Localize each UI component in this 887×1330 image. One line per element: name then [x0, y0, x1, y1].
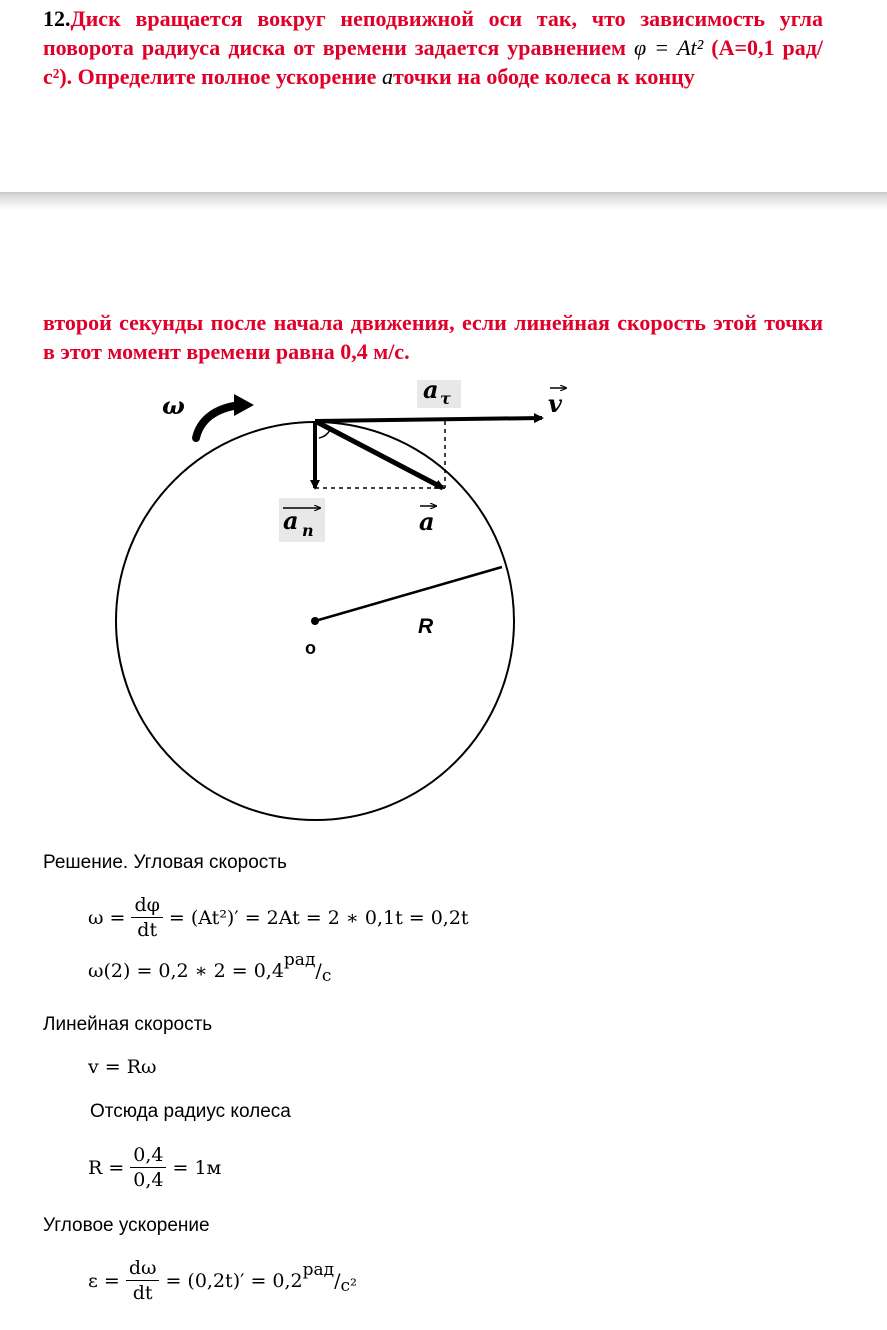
- eq2-unit-denominator: с: [321, 966, 332, 986]
- equation-linear-velocity: [88, 1056, 157, 1078]
- eq5-unit-denominator: с²: [340, 1275, 357, 1296]
- eq2-unit-numerator: рад: [283, 950, 316, 970]
- eq4-numerator: 0,4: [130, 1143, 166, 1168]
- eq1-lhs: ω =: [88, 906, 126, 929]
- solution-heading: Решение. Угловая скорость: [43, 852, 287, 873]
- radius-line: [315, 567, 502, 621]
- omega-label: ω: [162, 391, 185, 420]
- a-tau-subscript: τ: [440, 389, 451, 408]
- angular-acceleration-heading: Угловое ускорение: [43, 1215, 210, 1236]
- problem-text-2: точки на ободе колеса к концу: [392, 64, 695, 89]
- equation-angular-velocity: [88, 893, 469, 942]
- equation-radius: [88, 1143, 221, 1192]
- center-label: o: [305, 638, 316, 658]
- v-label: v: [548, 389, 562, 418]
- a-n-subscript: n: [302, 521, 314, 540]
- eq5-rhs: = (0,2t)′ = 0,2: [165, 1269, 303, 1292]
- equation-omega-at-2: [88, 950, 332, 986]
- velocity-vector: [315, 418, 542, 421]
- disk-diagram: [0, 380, 887, 840]
- eq4-rhs: = 1м: [172, 1156, 222, 1179]
- eq2-text: ω(2) = 0,2 ∗ 2 = 0,4: [88, 960, 284, 982]
- eq4-fraction: [130, 1143, 166, 1192]
- acceleration-symbol: a: [381, 64, 393, 89]
- eq4-lhs: R =: [88, 1156, 125, 1179]
- angle-arc: [319, 430, 330, 438]
- eq4-denominator: 0,4: [133, 1169, 164, 1191]
- problem-statement-part-1: [43, 4, 823, 91]
- eq1-denominator: dt: [137, 919, 158, 941]
- eq3-text: v = Rω: [88, 1056, 157, 1078]
- a-label: a: [419, 507, 435, 536]
- eq5-fraction: [126, 1256, 160, 1305]
- eq1-numerator: dφ: [131, 893, 162, 918]
- a-tau-label: a: [423, 380, 439, 404]
- problem-text-3: второй секунды после начала движения, если линейная скорость этой точки в этот момент времени равна 0,4 м/с.: [43, 310, 823, 364]
- eq1-rhs: = (At²)′ = 2At = 2 ∗ 0,1t = 0,2t: [168, 906, 469, 929]
- omega-rotation-arrow: [196, 405, 240, 438]
- eq5-unit: рад / с²: [302, 1259, 357, 1296]
- eq5-lhs: ε =: [88, 1269, 120, 1292]
- omega-arrow-head: [234, 394, 254, 416]
- radius-heading: Отсюда радиус колеса: [90, 1101, 291, 1122]
- problem-parameter: (A=0,1 рад/с²). Определите полное ускорение: [43, 35, 824, 89]
- eq5-denominator: dt: [132, 1282, 153, 1304]
- eq5-unit-numerator: рад: [302, 1259, 335, 1280]
- eq1-fraction: [131, 893, 162, 942]
- equation-angular-acceleration: [88, 1256, 357, 1305]
- a-n-label: a: [283, 506, 299, 535]
- eq5-numerator: dω: [126, 1256, 160, 1281]
- problem-text-1: Диск вращается вокруг неподвижной оси так, что зависимость угла поворота радиуса диска от времени задается уравнением: [43, 6, 823, 60]
- page-break: [0, 192, 887, 210]
- angle-formula: φ = At²: [634, 35, 704, 60]
- r-label: R: [418, 615, 434, 638]
- center-point: [311, 617, 319, 625]
- problem-number: 12.: [43, 6, 71, 31]
- linear-velocity-heading: Линейная скорость: [43, 1014, 213, 1035]
- problem-statement-part-2: [43, 308, 823, 366]
- eq2-unit: рад / с: [283, 950, 332, 986]
